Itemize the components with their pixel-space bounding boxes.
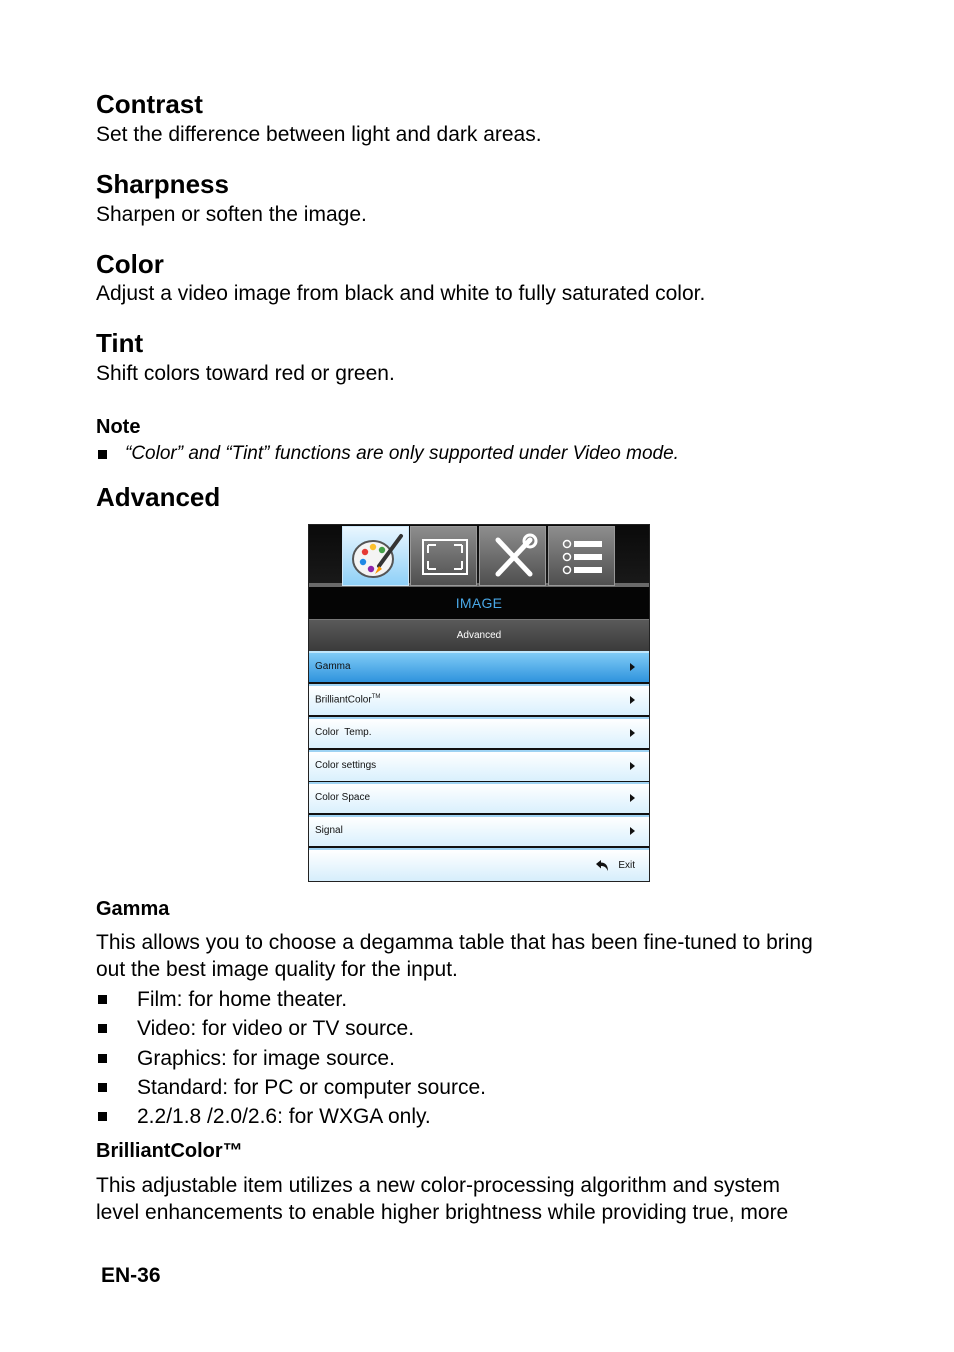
- color-description: Adjust a video image from black and white to fully saturated color.: [96, 282, 706, 305]
- bullet-square-icon: [98, 450, 107, 459]
- menu-item-label: Color Temp.: [315, 727, 372, 738]
- gamma-description-line2: out the best image quality for the input.: [96, 958, 458, 981]
- note-item: [96, 442, 856, 466]
- bullet-square-icon: [98, 1024, 107, 1033]
- tint-heading: Tint: [96, 328, 144, 358]
- menu-item-color-temp[interactable]: [309, 717, 649, 748]
- osd-subtitle: Advanced: [309, 619, 649, 652]
- sharpness-description: Sharpen or soften the image.: [96, 203, 367, 226]
- menu-item-color-space[interactable]: [309, 782, 649, 813]
- chevron-right-icon: [630, 729, 635, 737]
- page-number: EN-36: [101, 1264, 161, 1287]
- osd-menu: [308, 524, 650, 882]
- exit-button[interactable]: Exit: [618, 860, 635, 871]
- list-item-text: Film: for home theater.: [137, 988, 348, 1011]
- chevron-right-icon: [630, 762, 635, 770]
- gamma-description-line1: This allows you to choose a degamma table that has been fine-tuned to bring: [96, 931, 813, 954]
- contrast-description: Set the difference between light and dark areas.: [96, 123, 542, 146]
- osd-footer: [309, 848, 649, 881]
- bullet-square-icon: [98, 1054, 107, 1063]
- color-heading: Color: [96, 249, 164, 279]
- tab-display[interactable]: [410, 526, 477, 586]
- bullet-square-icon: [98, 1112, 107, 1121]
- list-item-text: Video: for video or TV source.: [137, 1017, 415, 1040]
- tab-options[interactable]: [548, 526, 615, 586]
- menu-item-signal[interactable]: [309, 815, 649, 846]
- sharpness-heading: Sharpness: [96, 169, 229, 199]
- menu-item-label: Gamma: [315, 661, 351, 672]
- note-text: “Color” and “Tint” functions are only supported under Video mode.: [125, 443, 679, 464]
- menu-item-label: Color settings: [315, 760, 377, 771]
- bullet-square-icon: [98, 1083, 107, 1092]
- menu-item-color-settings[interactable]: [309, 750, 649, 781]
- aspect-ratio-icon: [417, 532, 473, 582]
- menu-item-brilliantcolor[interactable]: [309, 684, 649, 715]
- chevron-right-icon: [630, 827, 635, 835]
- menu-item-label: Signal: [315, 825, 343, 836]
- tools-icon: [486, 532, 542, 582]
- list-item-text: 2.2/1.8 /2.0/2.6: for WXGA only.: [137, 1105, 431, 1128]
- palette-brush-icon: [349, 532, 405, 582]
- chevron-right-icon: [630, 696, 635, 704]
- tab-image[interactable]: [342, 526, 409, 586]
- bullet-square-icon: [98, 995, 107, 1004]
- back-arrow-icon: [595, 860, 609, 872]
- osd-title: IMAGE: [309, 587, 649, 619]
- tint-description: Shift colors toward red or green.: [96, 362, 395, 385]
- brilliantcolor-description-line1: This adjustable item utilizes a new color-processing algorithm and system: [96, 1174, 780, 1197]
- tab-setup[interactable]: [479, 526, 546, 586]
- brilliantcolor-heading: BrilliantColor™: [96, 1140, 243, 1162]
- list-item-text: Graphics: for image source.: [137, 1047, 395, 1070]
- options-list-icon: [555, 532, 611, 582]
- note-heading: Note: [96, 416, 141, 438]
- advanced-heading: Advanced: [96, 482, 221, 512]
- brilliantcolor-description-line2: level enhancements to enable higher brightness while providing true, more: [96, 1201, 789, 1224]
- contrast-heading: Contrast: [96, 89, 203, 119]
- menu-item-label: Color Space: [315, 792, 371, 803]
- menu-item-label: BrilliantColor™: [315, 694, 381, 706]
- menu-item-gamma[interactable]: [309, 651, 649, 682]
- chevron-right-icon: [630, 663, 635, 671]
- gamma-heading: Gamma: [96, 898, 170, 920]
- list-item-text: Standard: for PC or computer source.: [137, 1076, 486, 1099]
- chevron-right-icon: [630, 794, 635, 802]
